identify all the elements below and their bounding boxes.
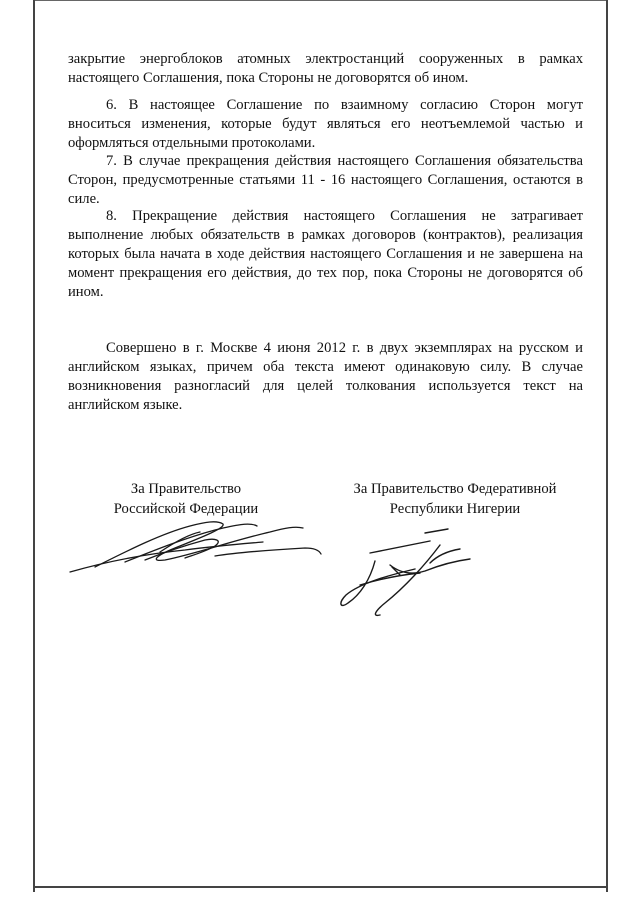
nigeria-signatory-line-2: Республики Нигерии	[389, 501, 521, 517]
page-frame-right	[606, 0, 608, 892]
russia-handwritten-signature	[65, 512, 325, 582]
page-frame-top	[33, 0, 607, 1]
article-7-paragraph: 7. В случае прекращения действия настоящего Соглашения обязательства Сторон, предусмотренные статьями 11 - 16 настоящего Соглашения, остаются в силе.	[68, 153, 583, 207]
article-6-paragraph: 6. В настоящее Соглашение по взаимному согласию Сторон могут вноситься изменения, которые будут являться его неотъемлемой частью и оформляться отдельными протоколами.	[68, 97, 583, 151]
nigeria-signatory-line-1: За Правительство Федеративной	[353, 481, 557, 497]
continuation-paragraph: закрытие энергоблоков атомных электростанций сооруженных в рамках настоящего Соглашения, пока Стороны не договорятся об ином.	[68, 51, 583, 86]
article-8-paragraph: 8. Прекращение действия настоящего Соглашения не затрагивает выполнение любых обязательств в рамках договоров (контрактов), реализация которых была начата в ходе действия настоящего Соглашения и не завершена на момент прекращения его действия, до тех пор, пока Стороны не договорятся об ином.	[68, 208, 583, 300]
page-frame-bottom	[33, 886, 608, 888]
nigeria-handwritten-signature	[330, 525, 490, 625]
russia-signatory-line-2: Российской Федерации	[113, 501, 259, 517]
russia-signatory-line-1: За Правительство	[130, 481, 242, 497]
done-at-paragraph: Совершено в г. Москве 4 июня 2012 г. в двух экземплярах на русском и английском языках, причем оба текста имеют одинаковую силу. В случае возникновения разногласий для целей толкования используется текст на английском языке.	[68, 340, 583, 413]
page-frame-left	[33, 0, 35, 892]
nigeria-signatory-heading	[330, 479, 580, 519]
